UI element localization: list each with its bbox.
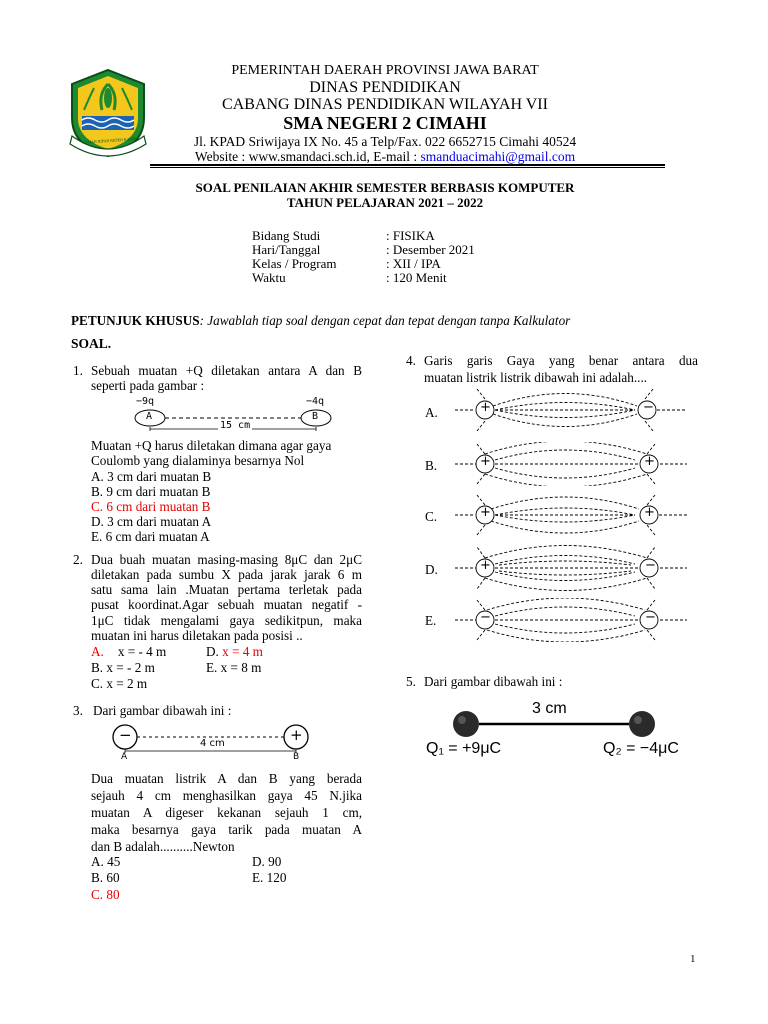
q3-charge-a-label: A <box>121 752 128 762</box>
info-value: : Desember 2021 <box>386 242 475 257</box>
info-value: : 120 Menit <box>386 270 447 285</box>
q5-distance: 3 cm <box>532 700 567 717</box>
q3-option-e[interactable]: E. 120 <box>252 870 287 885</box>
q4-option-e-label[interactable]: E. <box>425 613 437 628</box>
q5-line1: Dari gambar dibawah ini : <box>424 674 563 689</box>
q2-line: muatan ini harus diletakan pada posisi .. <box>91 628 303 643</box>
q1-option-b[interactable]: B. 9 cm dari muatan B <box>91 484 211 499</box>
q4-line2: muatan listrik listrik dibawah ini adalah.... <box>424 370 648 385</box>
q3-option-d[interactable]: D. 90 <box>252 854 282 869</box>
q3-line: maka besarnya gaya tarik pada muatan A <box>91 822 362 837</box>
header-divider-thin <box>150 167 665 168</box>
q3-figure <box>100 722 320 764</box>
q4-option-a-figure <box>455 389 695 431</box>
q4-option-b-figure <box>455 442 695 486</box>
q4-line1: Garis garis Gaya yang benar antara dua <box>424 353 698 368</box>
q3-distance: 4 cm <box>200 738 225 749</box>
q3-line: dan B adalah..........Newton <box>91 839 235 854</box>
soal-heading: SOAL. <box>71 336 112 351</box>
info-label: Kelas / Program <box>252 256 337 271</box>
q2-option-d-text: x = 4 m <box>222 644 263 659</box>
q4-option-e-figure <box>455 598 695 642</box>
exam-title: SOAL PENILAIAN AKHIR SEMESTER BERBASIS KOMPUTER <box>195 180 575 195</box>
q4-option-a-label[interactable]: A. <box>425 405 438 420</box>
q5-charge-2-label: Q₂ = −4μC <box>603 740 679 757</box>
exam-info <box>252 229 475 285</box>
page-number: 1 <box>690 953 696 965</box>
q4-option-c-label[interactable]: C. <box>425 509 438 524</box>
q2-option-d-letter: D. <box>206 644 219 659</box>
charge-sign-icon: + <box>480 505 491 520</box>
info-label: Hari/Tanggal <box>252 242 321 257</box>
header-line2: DINAS PENDIDIKAN <box>309 79 461 96</box>
charge-sign-icon: − <box>643 400 654 415</box>
q1-charge-a-value: −9q <box>136 396 155 407</box>
instruction-label: PETUNJUK KHUSUS <box>71 313 200 328</box>
charge-sign-icon: − <box>645 558 656 573</box>
q1-line2: seperti pada gambar : <box>91 378 205 393</box>
q4-option-d-label[interactable]: D. <box>425 562 438 577</box>
school-website <box>150 150 620 164</box>
q1-option-a[interactable]: A. 3 cm dari muatan B <box>91 469 212 484</box>
exam-year: TAHUN PELAJARAN 2021 – 2022 <box>286 195 484 210</box>
q2-line: 1μC tidak mengalami gaya sedikitpun, maka <box>91 613 362 628</box>
charge-sign-icon: − <box>480 610 491 625</box>
q2-number: 2. <box>73 552 83 567</box>
q3-charge-a-sign: − <box>119 726 132 744</box>
q3-option-c[interactable]: C. 80 <box>91 887 120 902</box>
info-label: Bidang Studi <box>252 228 321 243</box>
q1-number: 1. <box>73 363 83 378</box>
info-value: : FISIKA <box>386 228 435 243</box>
charge-sign-icon: + <box>644 454 655 469</box>
q3-charge-b-sign: + <box>290 726 303 744</box>
instruction-text: : Jawablah tiap soal dengan cepat dan tepat dengan tanpa Kalkulator <box>199 313 571 328</box>
header-line3: CABANG DINAS PENDIDIKAN WILAYAH VII <box>222 96 548 113</box>
school-logo <box>66 66 150 158</box>
header-divider-thick <box>150 164 665 166</box>
header-line1: PEMERINTAH DAERAH PROVINSI JAWA BARAT <box>231 63 539 78</box>
q4-number: 4. <box>406 353 416 368</box>
q2-option-a[interactable] <box>91 643 166 660</box>
q2-option-b[interactable]: B. x = - 2 m <box>91 660 155 675</box>
q2-option-c[interactable]: C. x = 2 m <box>91 676 148 691</box>
q3-line1: Dari gambar dibawah ini : <box>93 703 232 718</box>
q2-option-a-letter: A. <box>91 644 104 659</box>
q3-number: 3. <box>73 703 83 718</box>
q2-option-e[interactable]: E. x = 8 m <box>206 660 262 675</box>
charge-sign-icon: + <box>480 558 491 573</box>
logo-motto: GEMAH RIPAH REPEH RAPIH <box>81 136 137 145</box>
q1-option-e[interactable]: E. 6 cm dari muatan A <box>91 529 210 544</box>
q1-figure <box>128 396 348 432</box>
website-text: Website : www.smandaci.sch.id, E-mail : <box>194 149 421 164</box>
q5-number: 5. <box>406 674 416 689</box>
q2-option-a-text: x = - 4 m <box>117 644 167 659</box>
q5-charge-1 <box>453 711 479 737</box>
q2-line: satu sama lain .Muatan pertama terletak pada <box>91 582 362 597</box>
charge-sign-icon: − <box>645 610 656 625</box>
q1-charge-b-value: −4q <box>306 396 325 407</box>
charge-sign-icon: + <box>480 454 491 469</box>
q1-charge-a-label: A <box>146 411 153 422</box>
q3-charge-b-label: B <box>293 752 300 762</box>
q4-option-b-label[interactable]: B. <box>425 458 438 473</box>
q1-charge-b-label: B <box>312 411 319 422</box>
charge-sign-icon: + <box>480 400 491 415</box>
school-address: Jl. KPAD Sriwijaya IX No. 45 a Telp/Fax. 022 6652715 Cimahi 40524 <box>193 134 577 149</box>
instructions <box>71 313 570 329</box>
info-value: : XII / IPA <box>386 256 441 271</box>
q5-charge-1-label: Q₁ = +9μC <box>426 740 502 757</box>
q4-option-c-figure <box>455 493 695 537</box>
q3-option-b[interactable]: B. 60 <box>91 870 120 885</box>
info-label: Waktu <box>252 270 286 285</box>
school-name: SMA NEGERI 2 CIMAHI <box>283 113 487 133</box>
q3-line: muatan A digeser kekanan sejauh 1 cm, <box>91 805 362 820</box>
q1-text2: Coulomb yang dialaminya besarnya Nol <box>91 453 305 468</box>
q1-text1: Muatan +Q harus diletakan dimana agar gaya <box>91 438 332 453</box>
q5-charge-2 <box>629 711 655 737</box>
charge-sign-icon: + <box>644 505 655 520</box>
q2-line: Dua buah muatan masing-masing 8μC dan 2μC <box>91 552 362 567</box>
q1-line1: Sebuah muatan +Q diletakan antara A dan B <box>91 363 362 378</box>
q2-line: diletakan pada sumbu X pada jarak jarak 6 m <box>91 567 362 582</box>
q3-option-a[interactable]: A. 45 <box>91 854 121 869</box>
q4-option-d-figure <box>455 545 695 591</box>
q1-distance: 15 cm <box>220 420 251 431</box>
q1-option-c[interactable]: C. 6 cm dari muatan B <box>91 499 211 514</box>
q5-figure <box>420 698 700 768</box>
q1-option-d[interactable]: D. 3 cm dari muatan A <box>91 514 212 529</box>
q3-line: Dua muatan listrik A dan B yang berada <box>91 771 362 786</box>
q2-option-d[interactable] <box>206 643 263 660</box>
q2-line: pusat koordinat.Agar sebuah muatan negatif - <box>91 597 362 612</box>
email-link[interactable]: smanduacimahi@gmail.com <box>420 149 576 164</box>
q3-line: sejauh 4 cm menghasilkan gaya 45 N.jika <box>91 788 362 803</box>
